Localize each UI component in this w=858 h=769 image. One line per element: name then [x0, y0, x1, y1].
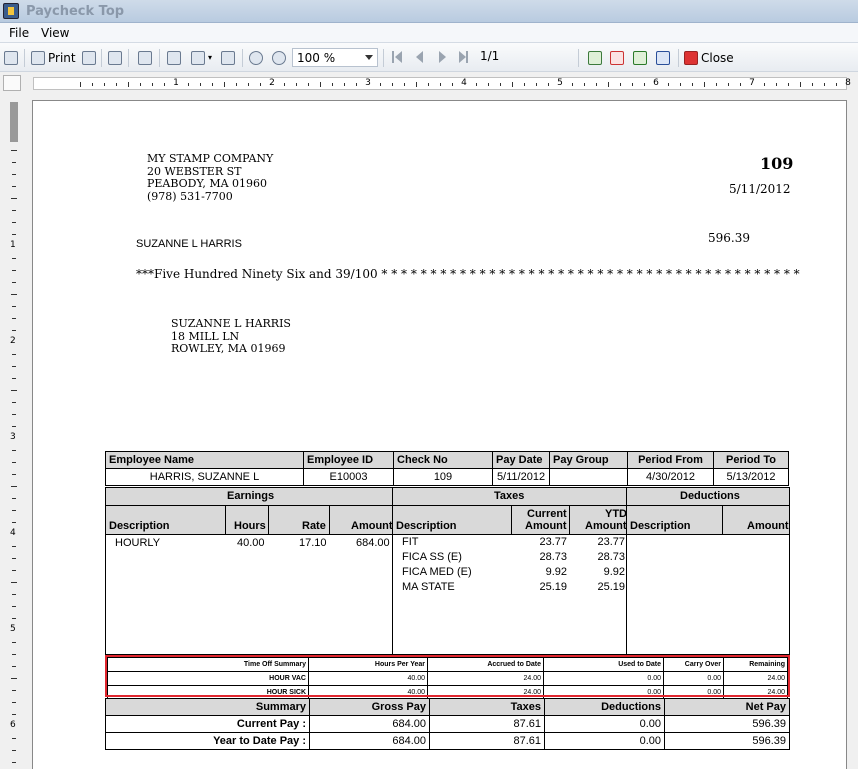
earnings-header-description: Description [109, 520, 170, 532]
deductions-header-amount: Amount [747, 520, 789, 532]
multi-page-button[interactable] [191, 49, 212, 66]
ruler-tick [12, 174, 16, 175]
ruler-tick [620, 83, 621, 86]
ruler-tick [164, 83, 165, 86]
excel-icon [633, 51, 647, 65]
ruler-tick [12, 426, 16, 427]
ruler-tick [12, 546, 16, 547]
deductions-header-description: Description [630, 520, 691, 532]
divider [105, 505, 790, 506]
zoom-out-button[interactable] [249, 49, 266, 66]
document-map-icon [4, 51, 18, 65]
timeoff-header-summary: Time Off Summary [108, 658, 309, 672]
ruler-tick [476, 83, 477, 86]
separator [242, 49, 243, 67]
ruler-tick [716, 83, 717, 86]
ruler-tick [12, 162, 16, 163]
ruler-tick [12, 462, 16, 463]
mailing-address [171, 318, 291, 356]
first-page-button[interactable] [395, 51, 402, 63]
ruler-tick [344, 83, 345, 86]
timeoff-hours-per-year: 40.00 [309, 672, 428, 686]
header-period-from: Period From [628, 452, 714, 469]
ruler-label: 5 [557, 78, 563, 88]
print-button[interactable] [31, 49, 76, 66]
ruler-tick [12, 714, 16, 715]
taxes-header-current-line2: Amount [525, 520, 567, 532]
ruler-tick [12, 402, 16, 403]
summary-table [105, 698, 790, 750]
ruler-tick [12, 186, 16, 187]
earnings-header-hours: Hours [234, 520, 266, 532]
header-pay-date: Pay Date [493, 452, 550, 469]
timeoff-type: HOUR VAC [108, 672, 309, 686]
zoom-out-icon [249, 51, 263, 65]
company-street: 20 WEBSTER ST [147, 164, 242, 178]
tax-ytd: 23.77 [597, 536, 625, 548]
ruler-tick [212, 83, 213, 86]
timeoff-carry-over: 0.00 [664, 686, 724, 700]
separator [24, 49, 25, 67]
ruler-tick [12, 690, 16, 691]
timeoff-header-used: Used to Date [544, 658, 664, 672]
timeoff-used: 0.00 [544, 686, 664, 700]
ruler-tick [80, 82, 81, 87]
ruler-tick [632, 83, 633, 86]
separator [101, 49, 102, 67]
taxes-section-title: Taxes [494, 490, 525, 502]
ruler-tick [440, 83, 441, 86]
ruler-tick [380, 83, 381, 86]
header-employee-id: Employee ID [304, 452, 394, 469]
ruler-tick [776, 83, 777, 86]
taxes-header-description: Description [396, 520, 457, 532]
summary-net: 596.39 [665, 733, 790, 750]
summary-header-net: Net Pay [665, 699, 790, 716]
multi-page-icon [191, 51, 205, 65]
ruler-label: 4 [10, 528, 16, 538]
timeoff-header-carry-over: Carry Over [664, 658, 724, 672]
ruler-tick [12, 762, 16, 763]
earnings-rate: 17.10 [299, 537, 327, 549]
ruler-tick [12, 222, 16, 223]
ruler-tick [11, 198, 17, 199]
ruler-tick [500, 83, 501, 86]
divider [722, 505, 723, 535]
ruler-tick [12, 594, 16, 595]
tax-ytd: 9.92 [603, 566, 625, 578]
dropdown-arrow-icon: ▾ [208, 53, 213, 62]
ruler-label: 5 [10, 624, 16, 634]
ruler-label: 7 [749, 78, 755, 88]
header-pay-group: Pay Group [550, 452, 628, 469]
employee-info-table [105, 451, 789, 486]
spreadsheet-icon [588, 51, 602, 65]
earnings-amount: 684.00 [356, 537, 390, 549]
payee-name: SUZANNE L HARRIS [136, 238, 242, 250]
ruler-tick [356, 83, 357, 86]
divider [105, 534, 790, 535]
zoom-value: 100 % [297, 51, 336, 65]
ruler-tick [536, 83, 537, 86]
title-bar [0, 0, 858, 23]
timeoff-header-remaining: Remaining [724, 658, 788, 672]
ruler-tick [584, 83, 585, 86]
print-label: Print [48, 50, 76, 65]
employee-id: E10003 [304, 469, 394, 486]
ruler-tick [740, 83, 741, 86]
ruler-tick [12, 258, 16, 259]
ruler-tick [248, 83, 249, 86]
summary-taxes: 87.61 [430, 733, 545, 750]
zoom-select[interactable] [292, 48, 378, 67]
app-icon [3, 3, 19, 19]
menu-file[interactable]: File [9, 26, 30, 40]
ruler-tick [12, 330, 16, 331]
ruler-tick [224, 82, 225, 87]
ruler-tick [308, 83, 309, 86]
ruler-tick [12, 570, 16, 571]
employee-name: HARRIS, SUZANNE L [106, 469, 304, 486]
ruler-tick [764, 83, 765, 86]
ruler-tick [12, 282, 16, 283]
summary-header-gross: Gross Pay [310, 699, 430, 716]
ruler-tick [12, 606, 16, 607]
ruler-tick [12, 318, 16, 319]
tax-description: MA STATE [402, 581, 455, 593]
separator [578, 49, 579, 67]
company-block [147, 153, 273, 203]
export-word-button[interactable] [656, 49, 673, 66]
ruler-tick [812, 83, 813, 86]
amount-in-words: ***Five Hundred Ninety Six and 39/100 * * * * * * * * * * * * * * * * * * * * * * * * * * * * * * * * * * * * * * * * * * * [136, 267, 800, 281]
tax-description: FICA SS (E) [402, 551, 462, 563]
copy-icon [108, 51, 122, 65]
ruler-tick [104, 83, 105, 86]
ruler-tick [200, 83, 201, 86]
close-label: Close [701, 50, 734, 65]
copy-button[interactable] [108, 49, 125, 66]
ruler-tick [12, 618, 16, 619]
tax-description: FIT [402, 536, 419, 548]
deductions-section-title: Deductions [680, 490, 740, 502]
header-check-no: Check No [394, 452, 493, 469]
ruler-tick [11, 390, 17, 391]
ruler-tick [416, 82, 417, 87]
ruler-tick [12, 474, 16, 475]
ruler-tick [260, 83, 261, 86]
divider [225, 505, 226, 535]
taxes-header-ytd-line2: Amount [585, 520, 627, 532]
ruler-corner [3, 75, 21, 91]
timeoff-hours-per-year: 40.00 [309, 686, 428, 700]
ruler-tick [12, 666, 16, 667]
close-icon [684, 51, 698, 65]
period-from: 4/30/2012 [628, 469, 714, 486]
export-pdf-button[interactable] [610, 49, 627, 66]
timeoff-header-accrued: Accrued to Date [428, 658, 544, 672]
ruler-tick [12, 234, 16, 235]
ruler-tick [404, 83, 405, 86]
summary-deductions: 0.00 [545, 733, 665, 750]
page-setup-icon [82, 51, 96, 65]
zoom-in-button[interactable] [272, 49, 289, 66]
divider [511, 505, 512, 535]
ruler-tick [12, 366, 16, 367]
ruler-tick [320, 82, 321, 87]
ruler-tick [12, 414, 16, 415]
summary-gross: 684.00 [310, 733, 430, 750]
ruler-tick [12, 210, 16, 211]
pay-group [550, 469, 628, 486]
ruler-tick [152, 83, 153, 86]
ruler-tick [836, 83, 837, 86]
ruler-tick [12, 354, 16, 355]
ruler-tick [92, 83, 93, 86]
earnings-section-title: Earnings [227, 490, 275, 502]
time-off-highlight [105, 655, 790, 697]
menu-bar [0, 23, 858, 43]
ruler-tick [128, 82, 129, 87]
divider [268, 505, 269, 535]
divider [329, 505, 330, 535]
find-button[interactable] [138, 49, 155, 66]
company-phone: (978) 531-7700 [147, 189, 233, 203]
toolbar [0, 43, 858, 72]
check-date: 5/11/2012 [729, 182, 791, 196]
taxes-header-current-line1: Current [527, 508, 567, 520]
address-street: 18 MILL LN [171, 329, 240, 343]
tax-description: FICA MED (E) [402, 566, 472, 578]
ruler-tick [428, 83, 429, 86]
ruler-tick [680, 83, 681, 86]
tax-ytd: 28.73 [597, 551, 625, 563]
last-page-button[interactable] [459, 51, 466, 63]
chevron-down-icon [365, 55, 373, 60]
summary-header-taxes: Taxes [430, 699, 545, 716]
taxes-header-ytd-line1: YTD [605, 508, 627, 520]
ruler-tick [644, 83, 645, 86]
ruler-tick [296, 83, 297, 86]
timeoff-type: HOUR SICK [108, 686, 309, 700]
ruler-label: 4 [461, 78, 467, 88]
ruler-tick [12, 270, 16, 271]
earnings-header-amount: Amount [351, 520, 393, 532]
summary-header-label: Summary [106, 699, 310, 716]
ruler-tick [12, 498, 16, 499]
earnings-hours: 40.00 [237, 537, 265, 549]
timeoff-header-hours-per-year: Hours Per Year [309, 658, 428, 672]
ruler-tick [12, 738, 16, 739]
tax-current: 25.19 [539, 581, 567, 593]
window-title: Paycheck Top [26, 4, 125, 19]
summary-row-label: Current Pay : [106, 716, 310, 733]
summary-taxes: 87.61 [430, 716, 545, 733]
export-excel-button[interactable] [633, 49, 650, 66]
previous-page-button[interactable] [416, 51, 423, 63]
ruler-tick [704, 82, 705, 87]
period-to: 5/13/2012 [714, 469, 789, 486]
toc-button[interactable] [4, 49, 21, 66]
ruler-tick [728, 83, 729, 86]
divider [392, 487, 393, 655]
separator [383, 49, 384, 67]
vertical-ruler-margin [10, 102, 18, 142]
tax-ytd: 25.19 [597, 581, 625, 593]
pdf-icon [610, 51, 624, 65]
ruler-tick [12, 702, 16, 703]
ruler-label: 6 [653, 78, 659, 88]
continuous-icon [221, 51, 235, 65]
timeoff-used: 0.00 [544, 672, 664, 686]
ruler-tick [596, 83, 597, 86]
ruler-tick [236, 83, 237, 86]
last-page-bar [466, 51, 468, 63]
next-page-button[interactable] [439, 51, 446, 63]
menu-view[interactable]: View [41, 26, 70, 40]
single-page-button[interactable] [167, 49, 184, 66]
ruler-bar [33, 77, 851, 90]
pay-date: 5/11/2012 [493, 469, 550, 486]
ruler-tick [12, 654, 16, 655]
summary-net: 596.39 [665, 716, 790, 733]
earnings-header-rate: Rate [302, 520, 326, 532]
ruler-tick [572, 83, 573, 86]
ruler-tick [512, 82, 513, 87]
page-indicator[interactable]: 1/1 [480, 49, 500, 63]
ruler-tick [11, 678, 17, 679]
ruler-tick [788, 83, 789, 86]
ruler-tick [488, 83, 489, 86]
timeoff-accrued: 24.00 [428, 686, 544, 700]
ruler-tick [452, 83, 453, 86]
ruler-tick [116, 83, 117, 86]
ruler-tick [11, 486, 17, 487]
ruler-tick [524, 83, 525, 86]
timeoff-carry-over: 0.00 [664, 672, 724, 686]
ruler-tick [12, 510, 16, 511]
ruler-tick [692, 83, 693, 86]
ruler-tick [800, 82, 801, 87]
ruler-tick [12, 558, 16, 559]
vertical-ruler [6, 100, 22, 769]
tax-current: 28.73 [539, 551, 567, 563]
ruler-tick [140, 83, 141, 86]
single-page-icon [167, 51, 181, 65]
ruler-tick [188, 83, 189, 86]
export-csv-button[interactable] [588, 49, 605, 66]
ruler-tick [824, 83, 825, 86]
timeoff-remaining: 24.00 [724, 672, 788, 686]
tax-current: 23.77 [539, 536, 567, 548]
timeoff-remaining: 24.00 [724, 686, 788, 700]
header-employee-name: Employee Name [106, 452, 304, 469]
binoculars-icon [138, 51, 152, 65]
divider [569, 505, 570, 535]
check-no: 109 [394, 469, 493, 486]
ruler-tick [608, 82, 609, 87]
separator [128, 49, 129, 67]
ruler-tick [11, 294, 17, 295]
first-page-bar [392, 51, 394, 63]
address-city: ROWLEY, MA 01969 [171, 342, 286, 355]
header-period-to: Period To [714, 452, 789, 469]
ruler-tick [12, 450, 16, 451]
ruler-tick [284, 83, 285, 86]
ruler-label: 1 [10, 240, 16, 250]
summary-row-label: Year to Date Pay : [106, 733, 310, 750]
ruler-label: 2 [269, 78, 275, 88]
ruler-label: 1 [173, 78, 179, 88]
timeoff-accrued: 24.00 [428, 672, 544, 686]
ruler-label: 6 [10, 720, 16, 730]
ruler-tick [12, 522, 16, 523]
ruler-label: 8 [845, 78, 851, 88]
summary-header-deductions: Deductions [545, 699, 665, 716]
earnings-description: HOURLY [115, 537, 161, 549]
ruler-tick [12, 642, 16, 643]
ruler-tick [11, 150, 17, 151]
ruler-tick [668, 83, 669, 86]
ruler-tick [12, 750, 16, 751]
company-name: MY STAMP COMPANY [147, 152, 274, 165]
zoom-in-icon [272, 51, 286, 65]
ruler-tick [12, 306, 16, 307]
word-icon [656, 51, 670, 65]
summary-deductions: 0.00 [545, 716, 665, 733]
page-setup-button[interactable] [82, 49, 99, 66]
printer-icon [31, 51, 45, 65]
ruler-tick [548, 83, 549, 86]
ruler-label: 3 [365, 78, 371, 88]
address-name: SUZANNE L HARRIS [171, 317, 291, 330]
ruler-label: 2 [10, 336, 16, 346]
summary-gross: 684.00 [310, 716, 430, 733]
horizontal-ruler [0, 72, 858, 94]
separator [159, 49, 160, 67]
separator [678, 49, 679, 67]
tax-current: 9.92 [545, 566, 567, 578]
check-number: 109 [760, 154, 794, 173]
close-button[interactable] [684, 49, 734, 66]
continuous-button[interactable] [221, 49, 238, 66]
ruler-tick [11, 582, 17, 583]
ruler-tick [332, 83, 333, 86]
ruler-label: 3 [10, 432, 16, 442]
check-amount: 596.39 [708, 231, 750, 245]
company-city: PEABODY, MA 01960 [147, 177, 268, 190]
ruler-tick [392, 83, 393, 86]
ruler-tick [12, 378, 16, 379]
